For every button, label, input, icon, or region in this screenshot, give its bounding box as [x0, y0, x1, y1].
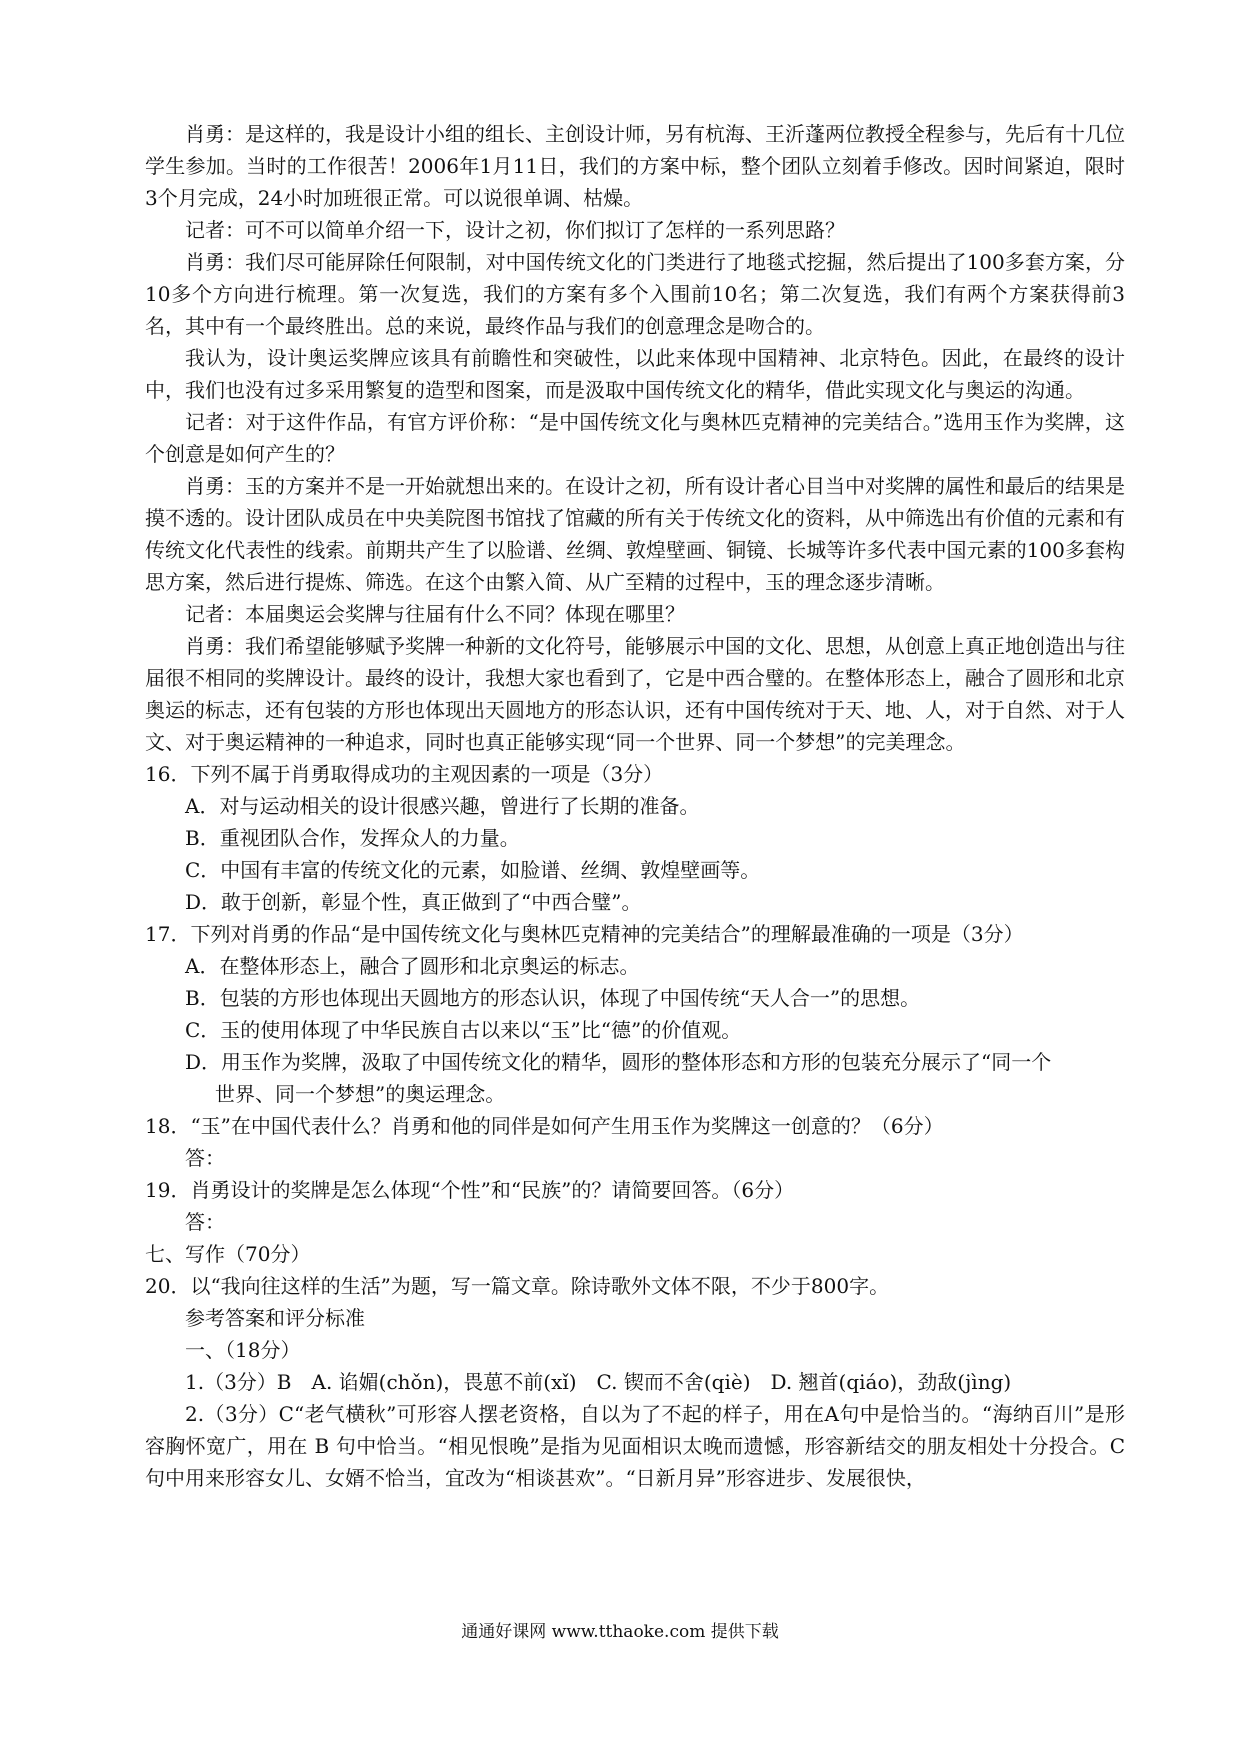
question-16-option-b: B．重视团队合作，发挥众人的力量。	[185, 826, 520, 850]
question-17-stem: 17．下列对肖勇的作品“是中国传统文化与奥林匹克精神的完美结合”的理解最准确的一项是（3分）	[145, 922, 1024, 946]
interview-paragraph-6: 肖勇：玉的方案并不是一开始就想出来的。在设计之初，所有设计者心目当中对奖牌的属性和最后的结果是摸不透的。设计团队成员在中央美院图书馆找了馆藏的所有关于传统文化的资料，从中筛选出有价值的元素和有传统文化代表性的线索。前期共产生了以脸谱、丝绸、敦煌壁画、铜镜、长城等许多代表中国元素的100多套构思方案，然后进行提炼、筛选。在这个由繁入简、从广至精的过程中，玉的理念逐步清晰。	[145, 474, 1125, 594]
section-7-heading: 七、写作（70分）	[145, 1242, 311, 1266]
question-16-option-d: D．敢于创新，彰显个性，真正做到了“中西合璧”。	[185, 890, 642, 914]
question-17-option-d-continuation: 世界、同一个梦想”的奥运理念。	[215, 1082, 506, 1106]
answers-title: 参考答案和评分标准	[185, 1306, 365, 1330]
answer-2: 2.（3分）C“老气横秋”可形容人摆老资格，自以为了不起的样子，用在A句中是恰当的。“海纳百川”是形容胸怀宽广，用在 B 句中恰当。“相见恨晚”是指为见面相识太晚而遗憾，形容新结交的朋友相处十分投合。C句中用来形容女儿、女婿不恰当，宜改为“相谈甚欢”。“日新月异”形容进步、发展很快，	[145, 1402, 1125, 1490]
interview-paragraph-4: 我认为，设计奥运奖牌应该具有前瞻性和突破性，以此来体现中国精神、北京特色。因此，在最终的设计中，我们也没有过多采用繁复的造型和图案，而是汲取中国传统文化的精华，借此实现文化与奥运的沟通。	[145, 346, 1125, 402]
document-body	[145, 118, 1125, 1494]
answers-part-1-heading: 一、（18分）	[185, 1338, 301, 1362]
question-17-option-a: A．在整体形态上，融合了圆形和北京奥运的标志。	[185, 954, 640, 978]
question-18-stem: 18．“玉”在中国代表什么？肖勇和他的同伴是如何产生用玉作为奖牌这一创意的？（6分）	[145, 1114, 944, 1138]
answer-1: 1.（3分）B A. 谄媚(chǒn)，畏葸不前(xǐ) C. 锲而不舍(qiè) D. 翘首(qiáo)，劲敌(jìng)	[185, 1370, 1012, 1394]
question-16-option-c: C．中国有丰富的传统文化的元素，如脸谱、丝绸、敦煌壁画等。	[185, 858, 761, 882]
interview-paragraph-3: 肖勇：我们尽可能屏除任何限制，对中国传统文化的门类进行了地毯式挖掘，然后提出了100多套方案，分10多个方向进行梳理。第一次复选，我们的方案有多个入围前10名；第二次复选，我们有两个方案获得前3名，其中有一个最终胜出。总的来说，最终作品与我们的创意理念是吻合的。	[145, 250, 1125, 338]
interview-paragraph-2: 记者：可不可以简单介绍一下，设计之初，你们拟订了怎样的一系列思路？	[185, 218, 845, 242]
question-18-answer-label: 答：	[185, 1146, 225, 1170]
interview-paragraph-5: 记者：对于这件作品，有官方评价称：“是中国传统文化与奥林匹克精神的完美结合。”选用玉作为奖牌，这个创意是如何产生的？	[145, 410, 1125, 466]
question-17-option-b: B．包装的方形也体现出天圆地方的形态认识，体现了中国传统“天人合一”的思想。	[185, 986, 921, 1010]
question-16-option-a: A．对与运动相关的设计很感兴趣，曾进行了长期的准备。	[185, 794, 700, 818]
interview-paragraph-7: 记者：本届奥运会奖牌与往届有什么不同？体现在哪里？	[185, 602, 685, 626]
question-17-option-c: C．玉的使用体现了中华民族自古以来以“玉”比“德”的价值观。	[185, 1018, 742, 1042]
question-17-option-d: D．用玉作为奖牌，汲取了中国传统文化的精华，圆形的整体形态和方形的包装充分展示了“同一个	[185, 1050, 1052, 1074]
question-19-answer-label: 答：	[185, 1210, 225, 1234]
question-16-stem: 16．下列不属于肖勇取得成功的主观因素的一项是（3分）	[145, 762, 664, 786]
interview-paragraph-1: 肖勇：是这样的，我是设计小组的组长、主创设计师，另有杭海、王沂蓬两位教授全程参与，先后有十几位学生参加。当时的工作很苦！2006年1月11日，我们的方案中标，整个团队立刻着手修改。因时间紧迫，限时3个月完成，24小时加班很正常。可以说很单调、枯燥。	[145, 122, 1125, 210]
page-footer: 通通好课网 www.tthaoke.com 提供下载	[461, 1622, 779, 1642]
question-20: 20．以“我向往这样的生活”为题，写一篇文章。除诗歌外文体不限，不少于800字。	[145, 1274, 890, 1298]
interview-paragraph-8: 肖勇：我们希望能够赋予奖牌一种新的文化符号，能够展示中国的文化、思想，从创意上真正地创造出与往届很不相同的奖牌设计。最终的设计，我想大家也看到了，它是中西合璧的。在整体形态上，融合了圆形和北京奥运的标志，还有包装的方形也体现出天圆地方的形态认识，还有中国传统对于天、地、人，对于自然、对于人文、对于奥运精神的一种追求，同时也真正能够实现“同一个世界、同一个梦想”的完美理念。	[145, 634, 1125, 754]
question-19-stem: 19．肖勇设计的奖牌是怎么体现“个性”和“民族”的？请简要回答。（6分）	[145, 1178, 795, 1202]
